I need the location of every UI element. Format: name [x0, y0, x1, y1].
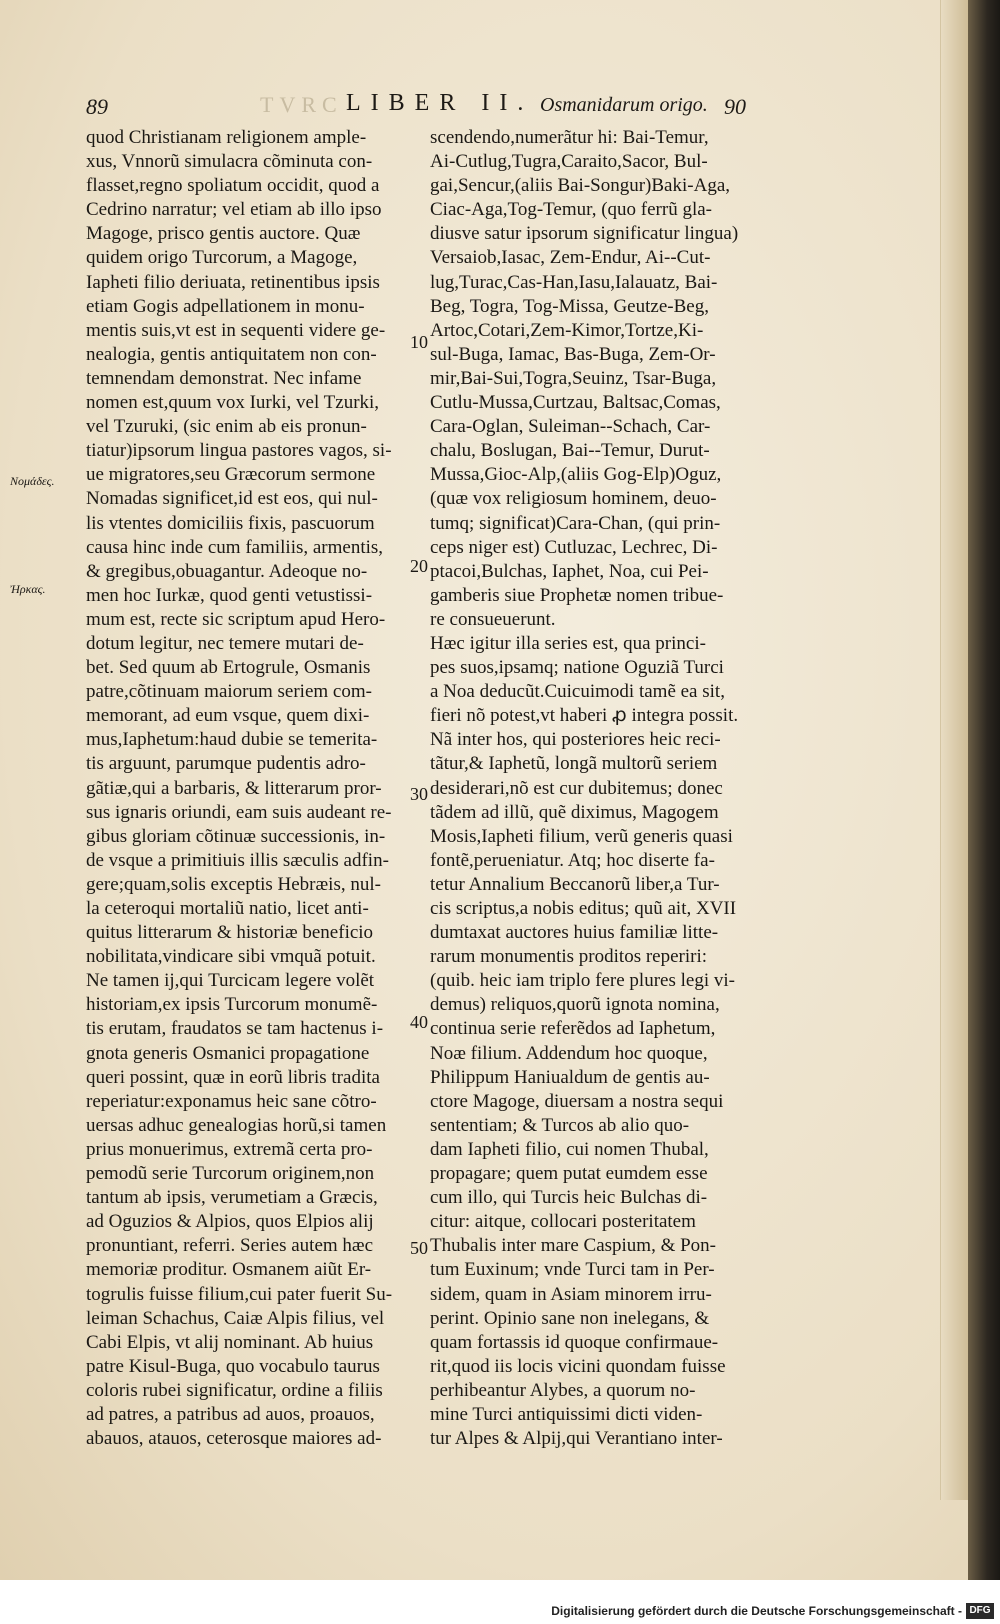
text-line: scendendo,numerãtur hi: Bai-Temur, [430, 127, 709, 148]
text-line: lug,Turac,Cas-Han,Iasu,Ialauatz, Bai- [430, 271, 718, 293]
text-line: dotum legitur, nec temere mutari de- [86, 632, 364, 654]
text-line: vel Tzuruki, (sic enim ab eis pronun- [86, 416, 367, 438]
text-line: dumtaxat auctores huius familiæ litte- [430, 922, 719, 944]
text-line: chalu, Boslugan, Bai--Temur, Durut- [430, 440, 710, 462]
funding-credit: Digitalisierung gefördert durch die Deutsche Forschungsgemeinschaft - [551, 1604, 962, 1618]
text-line: bet. Sed quum ab Ertogrule, Osmanis [86, 657, 371, 679]
text-line: ctore Magoge, diuersam a nostra sequi [430, 1090, 724, 1112]
text-line: gãtiæ,qui a barbaris, & litterarum pror- [86, 777, 382, 799]
text-line: Nomadas significet,id est eos, qui nul- [86, 488, 378, 510]
text-line: causa hinc inde cum familiis, armentis, [86, 536, 384, 558]
text-line: patre Kisul-Buga, quo vocabulo taurus [86, 1355, 380, 1377]
text-line: nomen est,quum vox Iurki, vel Tzurki, [86, 392, 380, 414]
text-line: Artoc,Cotari,Zem-Kimor,Tortze,Ki- [430, 319, 704, 341]
line-number: 50 [410, 1238, 428, 1258]
text-line: Ciac-Aga,Tog-Temur, (quo ferrũ gla- [430, 199, 712, 221]
text-line: demus) reliquos,quorũ ignota nomina, [430, 994, 720, 1016]
text-line: propagare; quem putat eumdem esse [430, 1163, 708, 1185]
text-line: ad patres, a patribus ad auos, proauos, [86, 1403, 375, 1425]
text-line: mus,Iaphetum:haud dubie se temerita- [86, 729, 378, 751]
text-line: Magoge, prisco gentis auctore. Quæ [86, 223, 361, 245]
text-line: rarum monumentis proditos reperiri: [430, 946, 708, 968]
text-line: rit,quod iis locis vicini quondam fuisse [430, 1355, 726, 1377]
text-line: etiam Gogis adpellationem in monu- [86, 295, 365, 317]
text-line: sententiam; & Turcos ab alio quo- [430, 1114, 690, 1136]
text-line: perhibeantur Alybes, a quorum no- [430, 1379, 696, 1401]
text-line: togrulis fuisse filium,cui pater fuerit Su- [86, 1283, 393, 1305]
text-line: tiatur)ipsorum lingua pastores vagos, si- [86, 440, 392, 462]
text-line: gere;quam,solis exceptis Hebræis, nul- [86, 873, 381, 895]
text-line: & gregibus,obuagantur. Adeoque no- [86, 560, 368, 582]
text-line: historiam,ex ipsis Turcorum monumẽ- [86, 994, 378, 1016]
margin-note: Νομάδες. [10, 474, 55, 488]
text-line: de vsque a primitiuis illis sæculis adfin- [86, 849, 389, 871]
text-line: Thubalis inter mare Caspium, & Pon- [430, 1235, 717, 1257]
text-line: quod Christianam religionem ample- [86, 127, 367, 148]
text-line: men hoc Iurkæ, quod genti vetustissi- [86, 584, 373, 606]
page-header [80, 90, 780, 124]
text-line: tumq; significat)Cara-Chan, (qui prin- [430, 512, 721, 534]
text-line: tur Alpes & Alpij,qui Verantiano inter- [430, 1428, 723, 1450]
text-line: nobilitata,vindicare sibi vmquã potuit. [86, 946, 376, 968]
text-line: xus, Vnnorũ simulacra cõminuta con- [86, 151, 373, 173]
text-line: reperiatur:exponamus heic sane cõtro- [86, 1090, 377, 1112]
text-line: ad Oguzios & Alpios, quos Elpios alij [86, 1211, 374, 1233]
text-line: memorant, ad eum vsque, quem dixi- [86, 705, 370, 727]
text-line: fontẽ,perueniatur. Atq; hoc diserte fa- [430, 849, 715, 871]
text-line: re consueuerunt. [430, 608, 556, 630]
text-line: Cabi Elpis, vt alij nominant. Ab huius [86, 1331, 374, 1353]
text-line: temnendam demonstrat. Nec infame [86, 367, 362, 389]
right-text-column [430, 126, 770, 1451]
text-line: leiman Schachus, Caiæ Alpis filius, vel [86, 1307, 385, 1329]
text-line: sidem, quam in Asiam minorem irru- [430, 1283, 712, 1305]
left-text-column [86, 126, 416, 1451]
text-line: gamberis siue Prophetæ nomen tribue- [430, 584, 724, 606]
text-line: (quib. heic iam triplo fere plures legi vi- [430, 970, 735, 992]
text-line: Beg, Togra, Tog-Missa, Geutze-Beg, [430, 295, 709, 317]
text-line: la ceteroqui mortaliũ natio, licet anti- [86, 898, 369, 919]
text-line: (quæ vox religiosum hominem, deuo- [430, 488, 717, 510]
text-line: tãtur,& Iaphetũ, longã multorũ seriem [430, 753, 718, 775]
running-title: LIBER II. [346, 90, 534, 116]
book-spine-shadow [968, 0, 1000, 1580]
line-number: 30 [410, 784, 428, 804]
text-line: tis erutam, fraudatos se tam hactenus i- [86, 1018, 384, 1040]
text-line: gnota generis Osmanici propagatione [86, 1042, 370, 1064]
text-line: pes suos,ipsamq; natione Oguziã Turci [430, 657, 724, 679]
text-line: patre,cõtinuam maiorum seriem com- [86, 681, 372, 703]
text-line: Noæ filium. Addendum hoc quoque, [430, 1042, 708, 1064]
dfg-logo: DFG [966, 1603, 994, 1619]
margin-note: Ἠρκας. [10, 582, 46, 596]
text-line: prius monuerimus, extremã certa pro- [86, 1138, 373, 1160]
text-line: ptacoi,Bulchas, Iaphet, Noa, cui Pei- [430, 560, 709, 582]
text-line: gibus gloriam cõtinuæ successionis, in- [86, 825, 386, 847]
line-number: 40 [410, 1012, 428, 1032]
bleed-through-text: TVRC [260, 92, 343, 117]
page-number-right: 90 [724, 94, 746, 119]
text-line: tantum ab ipsis, verumetiam a Græcis, [86, 1187, 378, 1209]
text-line: mentis suis,vt est in sequenti videre ge- [86, 319, 386, 341]
text-line: Cutlu-Mussa,Curtzau, Baltsac,Comas, [430, 392, 721, 414]
text-line: pronuntiant, referri. Series autem hæc [86, 1235, 374, 1257]
line-number: 20 [410, 556, 428, 576]
text-line: flasset,regno spoliatum occidit, quod a [86, 175, 380, 197]
text-line: citur: aitque, collocari posteritatem [430, 1211, 696, 1233]
text-line: continua serie referẽdos ad Iaphetum, [430, 1018, 716, 1040]
text-line: mum est, recte sic scriptum apud Hero- [86, 608, 386, 630]
text-line: dam Iapheti filio, cui nomen Thubal, [430, 1138, 709, 1160]
text-line: Mussa,Gioc-Alp,(aliis Gog-Elp)Oguz, [430, 464, 722, 486]
text-line: a Noa deducũt.Cuicuimodi tamẽ ea sit, [430, 681, 725, 703]
text-line: Versaiob,Iasac, Zem-Endur, Ai--Cut- [430, 247, 711, 269]
text-line: fieri nõ potest,vt haberi ꝓ integra possit. [430, 705, 739, 727]
text-line: Iapheti filio deriuata, retinentibus ipsis [86, 271, 380, 293]
page-edge [940, 0, 969, 1500]
text-line: Cedrino narratur; vel etiam ab illo ipso [86, 199, 382, 221]
text-line: mine Turci antiquissimi dicti viden- [430, 1403, 703, 1425]
text-line: nealogia, gentis antiquitatem non con- [86, 343, 377, 365]
section-title: Osmanidarum origo. [540, 94, 708, 116]
text-line: ceps niger est) Cutluzac, Lechrec, Di- [430, 536, 718, 558]
text-line: diusve satur ipsorum significatur lingua) [430, 223, 739, 245]
text-line: queri possint, quæ in eorũ libris tradita [86, 1066, 380, 1088]
text-line: ue migratores,seu Græcorum sermone [86, 464, 376, 486]
text-line: cis scriptus,a nobis editus; quũ ait, XVII [430, 898, 737, 919]
text-line: lis vtentes domiciliis fixis, pascuorum [86, 512, 375, 534]
page-number-left: 89 [86, 94, 108, 119]
text-line: Cara-Oglan, Suleiman--Schach, Car- [430, 416, 711, 438]
text-line: tis arguunt, parumque pudentis adro- [86, 753, 366, 775]
text-line: Nã inter hos, qui posteriores heic reci- [430, 729, 721, 751]
text-line: coloris rubei significatur, ordine a filiis [86, 1379, 383, 1401]
text-line: cum illo, qui Turcis heic Bulchas di- [430, 1187, 708, 1209]
text-line: Mosis,Iapheti filium, verũ generis quasi [430, 825, 733, 847]
text-line: sul-Buga, Iamac, Bas-Buga, Zem-Or- [430, 343, 716, 365]
text-line: tetur Annalium Beccanorũ liber,a Tur- [430, 873, 720, 895]
text-line: mir,Bai-Sui,Togra,Seuinz, Tsar-Buga, [430, 367, 717, 389]
text-line: desiderari,nõ est cur dubitemus; donec [430, 777, 723, 799]
text-line: sus ignaris oriundi, eam suis audeant re- [86, 801, 392, 823]
text-line: memoriæ proditur. Osmanem aiũt Er- [86, 1259, 372, 1281]
text-line: tãdem ad illũ, quẽ diximus, Magogem [430, 801, 719, 823]
text-line: abauos, atauos, ceterosque maiores ad- [86, 1428, 382, 1450]
text-line: pemodũ serie Turcorum originem,non [86, 1163, 375, 1185]
text-line: Hæc igitur illa series est, qua princi- [430, 632, 706, 654]
text-line: Ne tamen ij,qui Turcicam legere volẽt [86, 970, 375, 992]
text-line: uersas adhuc genealogias horũ,si tamen [86, 1114, 387, 1136]
text-line: tum Euxinum; vnde Turci tam in Per- [430, 1259, 715, 1281]
text-line: quidem origo Turcorum, a Magoge, [86, 247, 358, 269]
footer-bar [0, 1580, 1000, 1624]
line-number: 10 [410, 332, 428, 352]
text-line: perint. Opinio sane non inelegans, & [430, 1307, 710, 1329]
text-line: gai,Sencur,(aliis Bai-Songur)Baki-Aga, [430, 175, 731, 197]
text-line: quitus litterarum & historiæ beneficio [86, 922, 374, 944]
text-line: Philippum Haniualdum de gentis au- [430, 1066, 710, 1088]
text-line: quam fortassis id quoque confirmaue- [430, 1331, 719, 1353]
text-line: Ai-Cutlug,Tugra,Caraito,Sacor, Bul- [430, 151, 708, 173]
